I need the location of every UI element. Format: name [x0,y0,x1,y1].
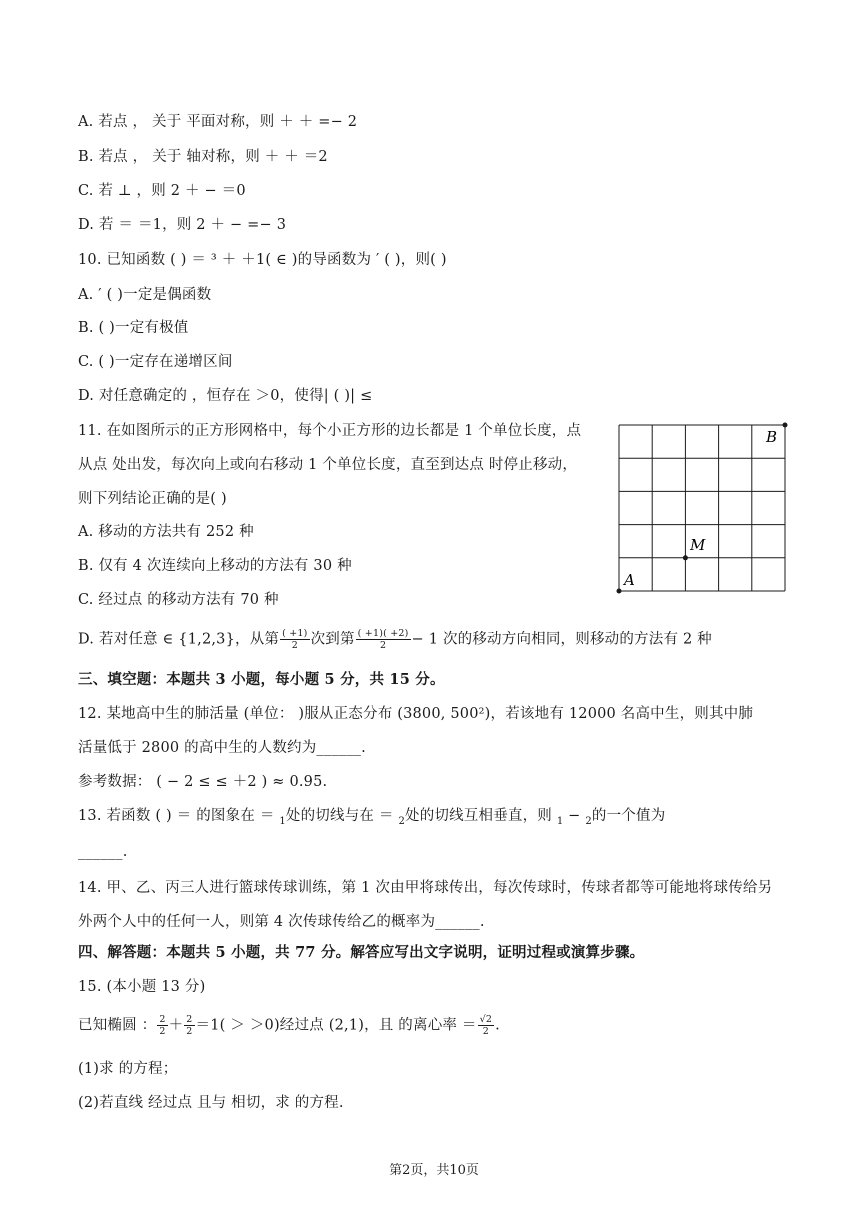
fraction-e-denominator: 2 [482,1026,489,1037]
option-11a: A. 移动的方法共有 252 种 [78,524,254,540]
subscript-4: 2 [585,815,592,827]
option-9b: B. 若点 ， 关于 轴对称，则 ＋ ＋ ＝2 [78,149,328,165]
fraction-y-numerator: 2 [186,1014,193,1025]
option-9a: A. 若点 ， 关于 平面对称，则 ＋ ＋ =− 2 [78,114,358,130]
point-b-dot [783,423,788,428]
question-15-header: 15. (本小题 13 分) [78,979,206,995]
fraction-2-numerator: ( +1)( +2) [357,628,409,639]
option-10d: D. 对任意确定的 ，恒存在 ＞0，使得| ( )| ≤ [78,388,373,404]
fraction-1-denominator: 2 [291,640,298,651]
question-11-line1: 11. 在如图所示的正方形网格中，每个小正方形的边长都是 1 个单位长度，点 [78,423,582,439]
question-13-part2: 处的切线与在 ＝ [285,808,399,824]
option-11d-part1: D. 若对任意 ∈ {1,2,3}，从第 [78,631,280,648]
subscript-2: 2 [398,815,405,827]
question-10: 10. 已知函数 ( ) ＝ ³ ＋ ＋1( ∈ )的导函数为 ′ ( )，则( ) [78,252,447,268]
fraction-y-denominator: 2 [186,1026,193,1037]
question-11-line2: 从点 处出发，每次向上或向右移动 1 个单位长度，直至到达点 时停止移动， [78,457,578,473]
plus-sign: ＋ [168,1017,184,1034]
label-m: M [690,536,706,554]
fraction-2 [356,628,411,651]
fraction-x-numerator: 2 [159,1014,166,1025]
option-10c: C. ( )一定存在递增区间 [78,354,233,370]
question-15-part-2: (2)若直线 经过点 且与 相切，求 的方程. [78,1095,344,1111]
question-13-part1: 13. 若函数 ( ) ＝ 的图象在 ＝ [78,808,280,824]
subscript-1: 1 [279,815,286,827]
question-13-part4: − [563,808,586,824]
fraction-2-denominator: 2 [379,640,387,651]
question-15-statement [78,1014,500,1037]
grid-lines [619,425,785,591]
question-13-line1 [78,806,665,832]
fraction-x-denominator: 2 [159,1026,166,1037]
question-12-reference: 参考数据： ( − 2 ≤ ≤ ＋2 ) ≈ 0.95. [78,774,328,790]
option-10b: B. ( )一定有极值 [78,320,189,336]
fraction-e [478,1014,495,1037]
question-12-line1: 12. 某地高中生的肺活量 (单位： )服从正态分布 (3800, 500²)，若该地有 12000 名高中生，则其中肺 [78,706,754,722]
option-9d: D. 若 ＝ ＝1，则 2 ＋ − =− 3 [78,217,287,233]
fraction-y [184,1014,194,1037]
section-3-heading: 三、填空题：本题共 3 小题，每小题 5 分，共 15 分。 [78,671,445,688]
question-12-line2: 活量低于 2800 的高中生的人数约为______. [78,740,366,756]
question-15-part1: 已知椭圆 ： [78,1017,157,1034]
option-11d-part3: − 1 次的移动方向相同，则移动的方法有 2 种 [411,631,712,648]
fraction-e-numerator: √2 [479,1014,493,1025]
fraction-x [157,1014,167,1037]
fraction-1 [280,628,309,651]
question-13-part5: 的一个值为 [591,808,666,824]
question-15-part-1: (1)求 的方程； [78,1061,178,1077]
question-11-line3: 则下列结论正确的是( ) [78,491,227,507]
option-11c: C. 经过点 的移动方法有 70 种 [78,592,279,608]
fraction-1-numerator: ( +1) [282,628,308,639]
option-11d-part2: 次到第 [310,631,355,648]
option-9c: C. 若 ⊥ ，则 2 ＋ − ＝0 [78,183,246,199]
question-15-part3: . [495,1017,500,1034]
question-13-part3: 处的切线互相垂直，则 [405,808,557,824]
label-a: A [624,571,635,589]
page-footer: 第2页，共10页 [389,1163,479,1178]
grid-figure [616,422,788,594]
point-a-dot [617,589,622,594]
option-11b: B. 仅有 4 次连续向上移动的方法有 30 种 [78,558,352,574]
question-15-part2: ＝1( ＞ ＞0)经过点 (2,1)，且 的离心率 ＝ [195,1017,477,1034]
option-10a: A. ′ ( )一定是偶函数 [78,287,212,303]
question-13-blank: ______. [78,844,128,860]
subscript-3: 1 [556,815,564,827]
label-b: B [766,428,778,446]
section-4-heading: 四、解答题：本题共 5 小题，共 77 分。解答应写出文字说明，证明过程或演算步骤。 [78,944,645,961]
question-14-line1: 14. 甲、乙、丙三人进行篮球传球训练，第 1 次由甲将球传出，每次传球时，传球者都等可能地将球传给另 [78,880,773,896]
option-11d [78,628,712,651]
question-14-line2: 外两个人中的任何一人，则第 4 次传球传给乙的概率为______. [78,914,485,930]
point-m-dot [683,555,688,560]
